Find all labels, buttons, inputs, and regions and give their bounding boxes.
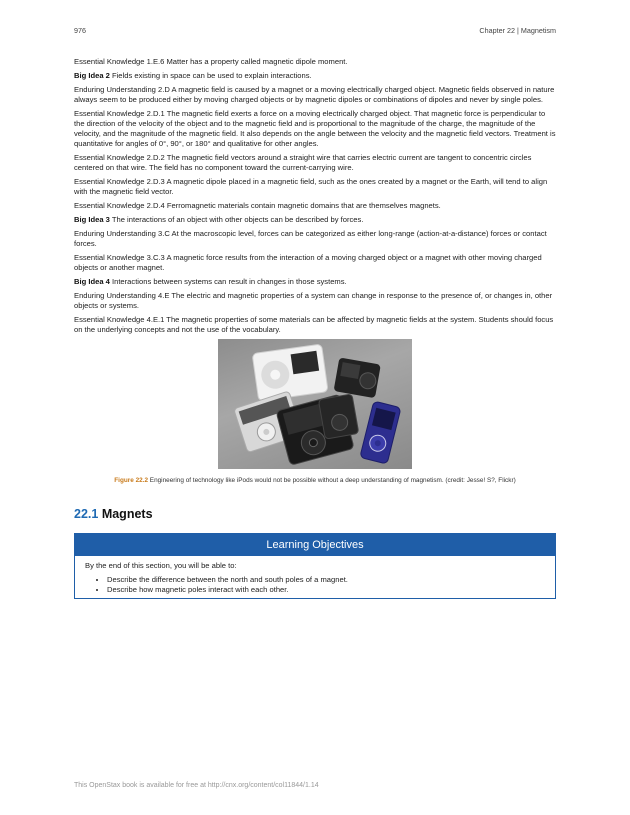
paragraph: Essential Knowledge 1.E.6 Matter has a property called magnetic dipole moment. (74, 57, 348, 66)
learning-objectives-box (74, 533, 556, 599)
figure (74, 339, 556, 485)
paragraph: Enduring Understanding 2.D A magnetic field is caused by a magnet or a moving electrically charged object. Magnetic fields observed in nature always seem to be produced either by moving charged objects or by magnetic dipoles or combinations of dipoles and never by single poles. (74, 85, 555, 104)
paragraph: Essential Knowledge 2.D.2 The magnetic field vectors around a straight wire that carries electric current are tangent to concentric circles centered on that wire. The field has no component toward the current-carrying wire. (74, 153, 532, 172)
big-idea-label: Big Idea 2 (74, 71, 110, 80)
list-item: • Describe how magnetic poles interact with each other. (107, 585, 545, 595)
learning-objectives-list (85, 575, 545, 595)
paragraph: Essential Knowledge 2.D.1 The magnetic field exerts a force on a moving electrically charged object. That magnetic force is perpendicular to the direction of the velocity of the object and to the magnetic field and is proportional to the magnitude of the charge, the magnitude of the velocity, and the magnitude of the magnetic field. It also depends on the angle between the velocity and the magnetic field vectors. Treatment is quantitative for angles of 0°, 90°, or 180° and qualitative for other angles. (74, 109, 556, 148)
learning-objectives-body (75, 556, 555, 598)
paragraph: Big Idea 4 Interactions between systems can result in changes in those systems. (74, 277, 347, 286)
figure-caption: Figure 22.2 Engineering of technology like iPods would not be possible without a deep understanding of magnetism. (credit: Jesse! S?, Flickr) (114, 477, 516, 484)
figure-label: Figure 22.2 (114, 477, 149, 484)
chapter-title: Chapter 22 | Magnetism (479, 26, 556, 35)
page-header (74, 26, 556, 35)
ipods-photo (218, 339, 412, 469)
paragraph: Enduring Understanding 4.E The electric and magnetic properties of a system can change in response to the presence of, or changes in, other objects or systems. (74, 291, 553, 310)
paragraph: Enduring Understanding 3.C At the macroscopic level, forces can be categorized as either long-range (action-at-a-distance) forces or contact forces. (74, 229, 547, 248)
big-idea-label: Big Idea 4 (74, 277, 110, 286)
paragraph: Big Idea 2 Fields existing in space can be used to explain interactions. (74, 71, 312, 80)
paragraph: Big Idea 3 The interactions of an object with other objects can be described by forces. (74, 215, 364, 224)
paragraph: Essential Knowledge 4.E.1 The magnetic properties of some materials can be affected by magnetic fields at the system. Students should focus on the underlying concepts and not the use of the vocabulary. (74, 315, 554, 334)
page-number: 976 (74, 26, 86, 35)
big-idea-label: Big Idea 3 (74, 215, 110, 224)
body-text (74, 57, 556, 599)
paragraph: Essential Knowledge 3.C.3 A magnetic force results from the interaction of a moving charged object or a magnet with other moving charged objects or another magnet. (74, 253, 542, 272)
paragraph: Essential Knowledge 2.D.4 Ferromagnetic materials contain magnetic domains that are themselves magnets. (74, 201, 441, 210)
learning-objectives-heading: Learning Objectives (75, 534, 555, 556)
paragraph: Essential Knowledge 2.D.3 A magnetic dipole placed in a magnetic field, such as the ones created by a magnet or the Earth, will tend to align with the magnetic field vector. (74, 177, 548, 196)
learning-objectives-intro: By the end of this section, you will be able to: (85, 561, 237, 570)
section-title: 22.1 Magnets (74, 507, 153, 521)
section-number: 22.1 (74, 507, 99, 521)
list-item: • Describe the difference between the north and south poles of a magnet. (107, 575, 545, 585)
page-footer: This OpenStax book is available for free at http://cnx.org/content/col11844/1.14 (74, 782, 319, 789)
